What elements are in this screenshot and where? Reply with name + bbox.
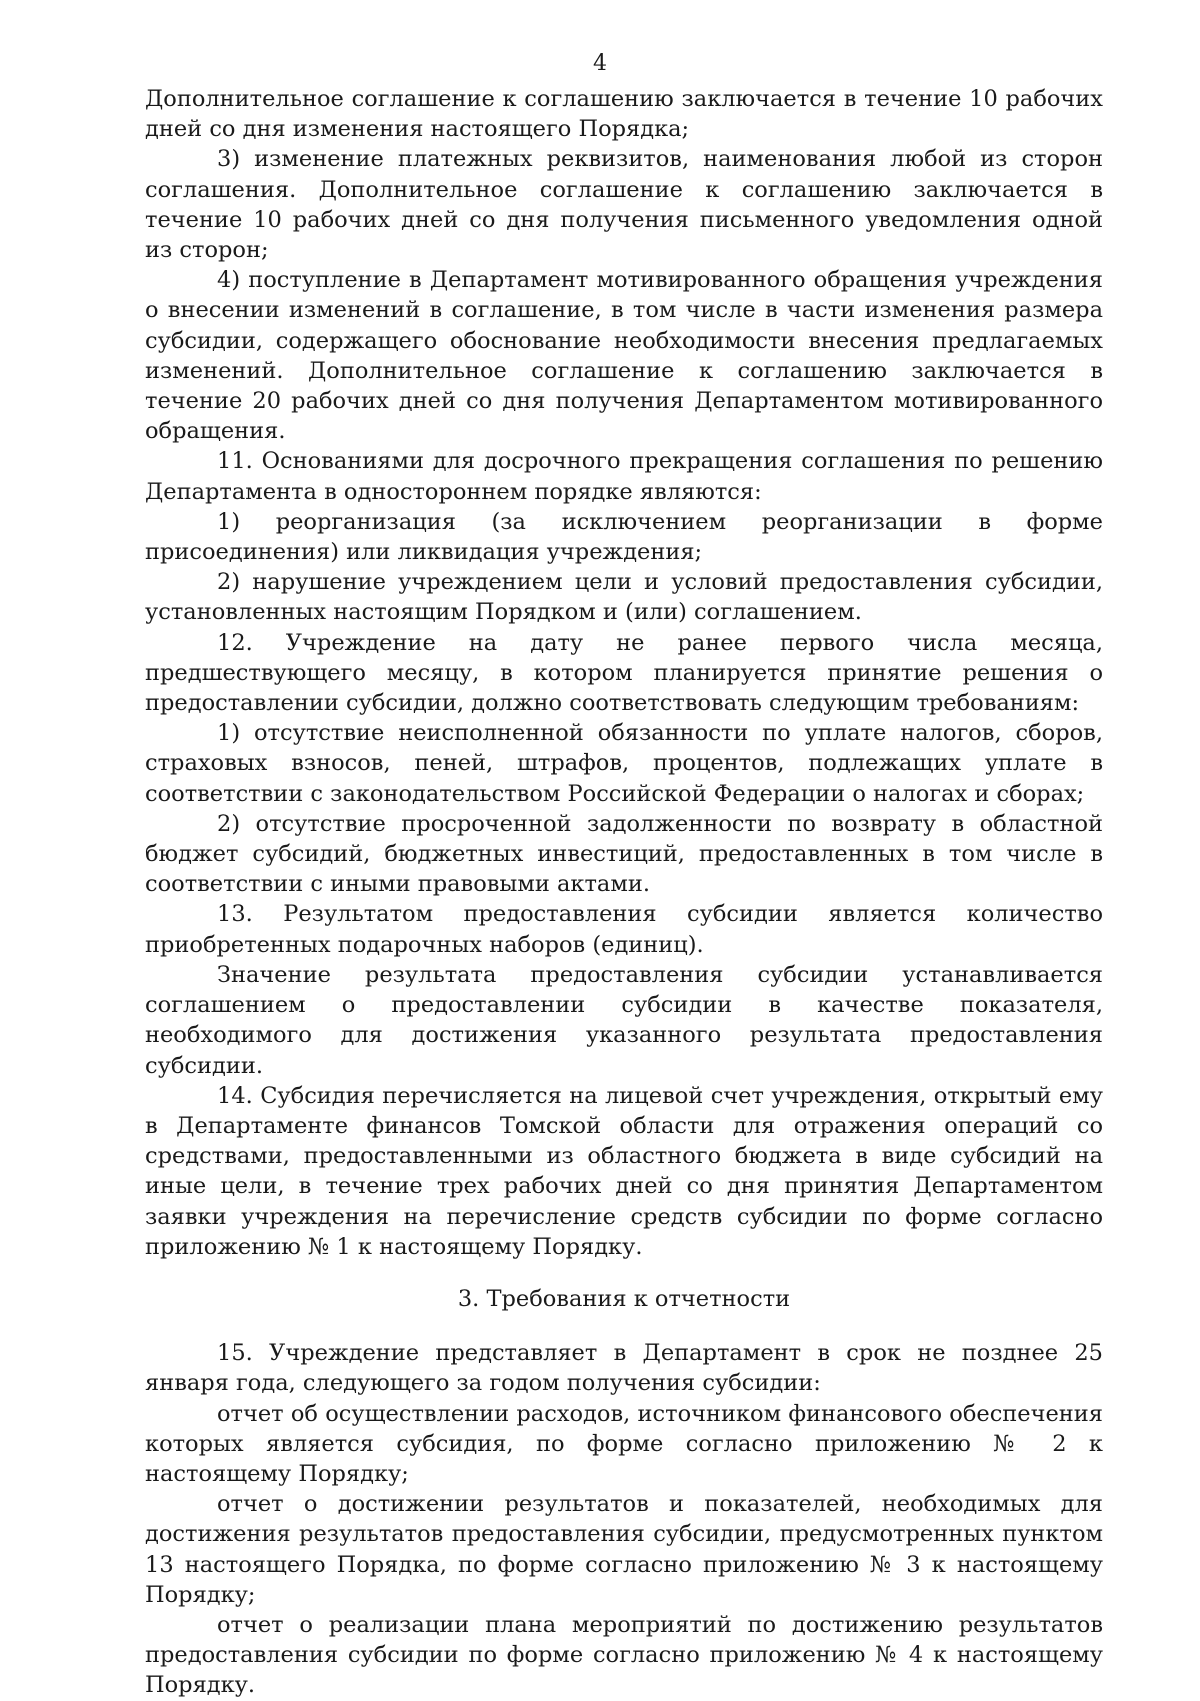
paragraph: 3) изменение платежных реквизитов, наименования любой из сторон соглашения. Дополнительное соглашение к соглашению заключается в течение 10 рабочих дней со дня получения письменного уведомления одной из сторон; (145, 146, 1103, 264)
paragraph: 15. Учреждение представляет в Департамент в срок не позднее 25 января года, следующего за годом получения субсидии: (145, 1340, 1103, 1397)
paragraph: 11. Основаниями для досрочного прекращения соглашения по решению Департамента в одностороннем порядке являются: (145, 448, 1103, 505)
paragraph: 2) нарушение учреждением цели и условий предоставления субсидии, установленных настоящим Порядком и (или) соглашением. (145, 569, 1103, 626)
paragraphs-before-section (145, 84, 1103, 1262)
paragraph: 14. Субсидия перечисляется на лицевой счет учреждения, открытый ему в Департаменте финансов Томской области для отражения операций со средствами, предоставленными из областного бюджета в виде субсидий на иные цели, в течение трех рабочих дней со дня принятия Департаментом заявки учреждения на перечисление средств субсидии по форме согласно приложению № 1 к настоящему Порядку. (145, 1082, 1103, 1260)
paragraph: 13. Результатом предоставления субсидии является количество приобретенных подарочных наборов (единиц). (145, 901, 1103, 958)
paragraph: отчет об осуществлении расходов, источником финансового обеспечения которых является субсидия, по форме согласно приложению № 2 к настоящему Порядку; (145, 1400, 1103, 1487)
paragraph: 1) реорганизация (за исключением реорганизации в форме присоединения) или ликвидация учреждения; (145, 508, 1103, 566)
paragraph: 2) отсутствие просроченной задолженности по возврату в областной бюджет субсидий, бюджетных инвестиций, предоставленных в том числе в соответствии с иными правовыми актами. (145, 810, 1103, 898)
paragraph: 12. Учреждение на дату не ранее первого числа месяца, предшествующего месяцу, в котором планируется принятие решения о предоставлении субсидии, должно соответствовать следующим требованиям: (145, 629, 1103, 717)
paragraph: 4) поступление в Департамент мотивированного обращения учреждения о внесении изменений в соглашение, в том числе в части изменения размера субсидии, содержащего обоснование необходимости внесения предлагаемых изменений. Дополнительное соглашение к соглашению заключается в течение 20 рабочих дней со дня получения Департаментом мотивированного обращения. (145, 267, 1103, 445)
paragraph: отчет о достижении результатов и показателей, необходимых для достижения результатов предоставления субсидии, предусмотренных пунктом 13 настоящего Порядка, по форме согласно приложению № 3 к настоящему Порядку; (145, 1491, 1103, 1608)
paragraphs-after-section (145, 1338, 1103, 1700)
paragraph: 1) отсутствие неисполненной обязанности по уплате налогов, сборов, страховых взносов, пеней, штрафов, процентов, подлежащих уплате в соответствии с законодательством Российской Федерации о налогах и сборах; (145, 720, 1103, 807)
paragraph: Значение результата предоставления субсидии устанавливается соглашением о предоставлении субсидии в качестве показателя, необходимого для достижения указанного результата предоставления субсидии. (145, 961, 1103, 1079)
section-heading: 3. Требования к отчетности (457, 1285, 791, 1312)
document-body (145, 84, 1103, 1701)
page-number: 4 (593, 51, 607, 76)
paragraph: отчет о реализации плана мероприятий по достижению результатов предоставления субсидии по форме согласно приложению № 4 к настоящему Порядку. (145, 1611, 1103, 1699)
paragraph: Дополнительное соглашение к соглашению заключается в течение 10 рабочих дней со дня изменения настоящего Порядка; (145, 86, 1103, 143)
